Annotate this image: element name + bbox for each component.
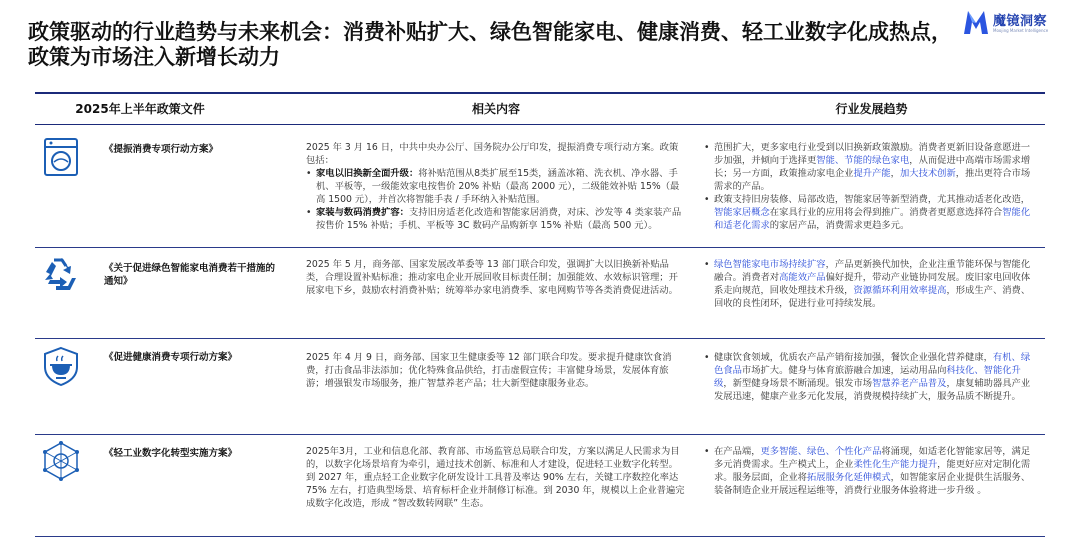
trend-text: ，新型健身场景不断涌现。银发市场 xyxy=(723,378,873,389)
page-title: 政策驱动的行业趋势与未来机会：消费补贴扩大、绿色智能家电、健康消费、轻工业数字化成热点，政策为市场注入新增长动力 xyxy=(28,20,952,69)
highlight-text: 高能效产品 xyxy=(779,272,826,283)
table-top-rule xyxy=(35,92,1045,94)
healthy-food-icon xyxy=(40,345,82,387)
brand-m-icon xyxy=(962,8,990,36)
trend-cell-4 xyxy=(704,445,1039,497)
highlight-text: 拓展服务化延伸模式 xyxy=(806,472,891,483)
washing-machine-icon xyxy=(40,136,82,178)
network-icon xyxy=(40,440,82,482)
trend-text: 的家居产品，消费需求更趋多元。 xyxy=(769,220,910,231)
bullet-heading: 家装与数码消费扩容： xyxy=(316,207,409,218)
trend-bullet: • 范围扩大，更多家电行业受到以旧换新政策激励。消费者更新旧设备意愿进一步加强，并倾向于选择更智能、节能的绿色家电，从而促进中高端市场需求增长；另一方面，政策推动家电企业提升产能，加大技术创新，推出更符合市场需求的产品。 xyxy=(704,142,1031,192)
bullet-text: 将补贴范围从8类扩展至15类，涵盖冰箱、洗衣机、净水器、手机、平板等，一级能效家电按售价 20% 补贴（最高 2000 元），二级能效补贴 15%（最高 1500 元），并首次将智能手表 / 手环纳入补贴范围。 xyxy=(316,168,680,205)
row-divider xyxy=(35,536,1045,537)
highlight-text: 智慧养老产品普及 xyxy=(872,378,947,389)
brand-name: 魔镜洞察 xyxy=(993,14,1048,29)
trend-text: 市场扩大。健身与体育旅游融合加速，运动用品向 xyxy=(741,365,947,376)
policy-title-3: 《促进健康消费专项行动方案》 xyxy=(104,352,238,363)
content-intro: 2025 年 3 月 16 日，中共中央办公厅、国务院办公厅印发，提振消费专项行动方案。政策包括： xyxy=(306,142,679,166)
highlight-text: 有机、绿色食品 xyxy=(714,352,1031,376)
trend-cell-1 xyxy=(704,141,1039,232)
policy-title-4: 《轻工业数字化转型实施方案》 xyxy=(104,448,238,459)
trend-text: 将涌现，如适老化智能家居等，满足多元消费需求。生产模式上，企业 xyxy=(714,446,1031,470)
bullet-text: 支持旧房适老化改造和智能家居消费，对床、沙发等 4 类家装产品按售价 15% 补贴；手机、平板等 3C 数码产品购新享 15% 补贴（最高 500 元）。 xyxy=(316,207,682,231)
content-bullet: • 家电以旧换新全面升级：将补贴范围从8类扩展至15类，涵盖冰箱、洗衣机、净水器、手机、平板等，一级能效家电按售价 20% 补贴（最高 2000 元），二级能效补贴 15%（最高 1500 元），并首次将智能手表 / 手环纳入补贴范围。 xyxy=(306,168,680,205)
highlight-text: 提升产能 xyxy=(853,168,891,179)
header-rule xyxy=(35,124,1045,125)
highlight-text: 更多智能、绿色、个性化产品 xyxy=(760,446,882,457)
trend-cell-2 xyxy=(704,258,1039,310)
row-divider xyxy=(35,338,1045,339)
highlight-text: 智能家居概念 xyxy=(714,207,770,218)
policy-title-2: 《关于促进绿色智能家电消费若干措施的通知》 xyxy=(104,263,276,287)
highlight-text: 加大技术创新 xyxy=(899,168,956,179)
highlight-text: 柔性化生产能力提升 xyxy=(853,459,938,470)
trend-cell-3 xyxy=(704,351,1039,403)
row-divider xyxy=(35,247,1045,248)
highlight-text: 绿色智能家电市场持续扩容 xyxy=(714,259,826,270)
trend-text: ，产品更新换代加快，企业注重节能环保与智能化融合。消费者对 xyxy=(714,259,1031,283)
trend-text: ，从而促进中高端市场需求增长；另一方面，政策推动家电企业 xyxy=(714,155,1031,179)
trend-text: 在家具行业的应用将会得到推广。消费者更愿意选择符合 xyxy=(769,207,1003,218)
trend-text: ，能更好应对定制化需求。服务层面，企业将 xyxy=(714,459,1031,483)
trend-text: 政策支持旧房装修、局部改造，智能家居等新型消费，尤其推动适老化改造， xyxy=(714,194,1031,205)
policy-content-1 xyxy=(306,141,686,232)
content-bullet: • 家装与数码消费扩容：支持旧房适老化改造和智能家居消费，对床、沙发等 4 类家装产品按售价 15% 补贴；手机、平板等 3C 数码产品购新享 15% 补贴（最高 500 元）。 xyxy=(306,207,682,231)
column-header-content: 相关内容 xyxy=(471,102,520,116)
trend-text: 健康饮食领域，优质农产品产销衔接加强，餐饮企业强化营养健康， xyxy=(714,352,993,363)
column-header-policy: 2025年上半年政策文件 xyxy=(75,102,205,116)
trend-text: ， xyxy=(890,168,900,179)
recycle-icon xyxy=(40,254,82,296)
highlight-text: 智能化和适老化需求 xyxy=(714,207,1031,231)
trend-text: ，形成生产、消费、回收的良性闭环，促进行业可持续发展。 xyxy=(714,285,1031,309)
policy-content-4: 2025年3月，工业和信息化部、教育部、市场监管总局联合印发，方案以满足人民需求为目的，以数字化场景培育为牵引，通过技术创新、标准和人才建设，促进轻工业数字化转型。到 2027 年，重点轻工企业数字化研发设计工具普及率达 90% 左右，关键工序数控化率达 75% 左右，打造典型场景、培育标杆企业并制修订标准。到 2030 年，规模以上企业普遍完成数字化改造，形成 “智改数转网联” 生态。 xyxy=(306,446,685,509)
highlight-text: 智能、节能的绿色家电 xyxy=(816,155,910,166)
trend-text: 范围扩大，更多家电行业受到以旧换新政策激励。消费者更新旧设备意愿进一步加强，并倾向于选择更 xyxy=(714,142,1031,166)
highlight-text: 资源循环利用效率提高 xyxy=(853,285,947,296)
trend-bullet: • 绿色智能家电市场持续扩容，产品更新换代加快，企业注重节能环保与智能化融合。消费者对高能效产品偏好提升，带动产业链协同发展。废旧家电回收体系走向规范，回收处理技术升级，资源循环利用效率提高，形成生产、消费、回收的良性闭环，促进行业可持续发展。 xyxy=(704,259,1031,309)
trend-text: 偏好提升，带动产业链协同发展。废旧家电回收体系走向规范，回收处理技术升级， xyxy=(714,272,1031,296)
trend-text: 在产品端， xyxy=(714,446,761,457)
policy-title-1: 《提振消费专项行动方案》 xyxy=(104,144,219,155)
brand-logo xyxy=(962,6,1074,40)
row-divider xyxy=(35,434,1045,435)
trend-bullet: • 在产品端，更多智能、绿色、个性化产品将涌现，如适老化智能家居等，满足多元消费需求。生产模式上，企业柔性化生产能力提升，能更好应对定制化需求。服务层面，企业将拓展服务化延伸模式，如智能家居企业提供生活服务、装备制造企业开展远程运维等，消费行业服务体验将进一步升级 。 xyxy=(704,446,1031,496)
policy-content-2: 2025 年 5 月，商务部、国家发展改革委等 13 部门联合印发，强调扩大以旧换新补贴品类，合理设置补贴标准；推动家电企业开展回收目标责任制；加强能效、水效标识管理；开展家电下乡，鼓励农村消费补贴；统筹举办家电消费季、家电网购节等各类消费促进活动。 xyxy=(306,259,678,296)
column-header-trend: 行业发展趋势 xyxy=(835,102,908,116)
brand-tagline: Moojing Market Intelligence xyxy=(993,28,1049,33)
trend-text: ，康复辅助器具产业发展迅速，健康产业多元化发展，消费规模持续扩大，服务品质不断提升。 xyxy=(714,378,1031,402)
trend-bullet: • 政策支持旧房装修、局部改造，智能家居等新型消费，尤其推动适老化改造，智能家居概念在家具行业的应用将会得到推广。消费者更愿意选择符合智能化和适老化需求的家居产品，消费需求更趋多元。 xyxy=(704,194,1031,231)
trend-text: ，如智能家居企业提供生活服务、装备制造企业开展远程运维等，消费行业服务体验将进一步升级 。 xyxy=(714,472,1031,496)
highlight-text: 科技化、智能化升级 xyxy=(714,365,1021,389)
trend-text: ，推出更符合市场需求的产品。 xyxy=(714,168,1031,192)
bullet-heading: 家电以旧换新全面升级： xyxy=(316,168,419,179)
trend-bullet: • 健康饮食领域，优质农产品产销衔接加强，餐饮企业强化营养健康，有机、绿色食品市场扩大。健身与体育旅游融合加速，运动用品向科技化、智能化升级，新型健身场景不断涌现。银发市场智慧养老产品普及，康复辅助器具产业发展迅速，健康产业多元化发展，消费规模持续扩大，服务品质不断提升。 xyxy=(704,352,1031,402)
policy-content-3: 2025 年 4 月 9 日，商务部、国家卫生健康委等 12 部门联合印发。要求提升健康饮食消费，打击食品非法添加；优化特殊食品供给，打击虚假宣传；丰富健身场景，发展体育旅游；增强银发市场服务，推广智慧养老产品；壮大新型健康服务业态。 xyxy=(306,352,672,389)
